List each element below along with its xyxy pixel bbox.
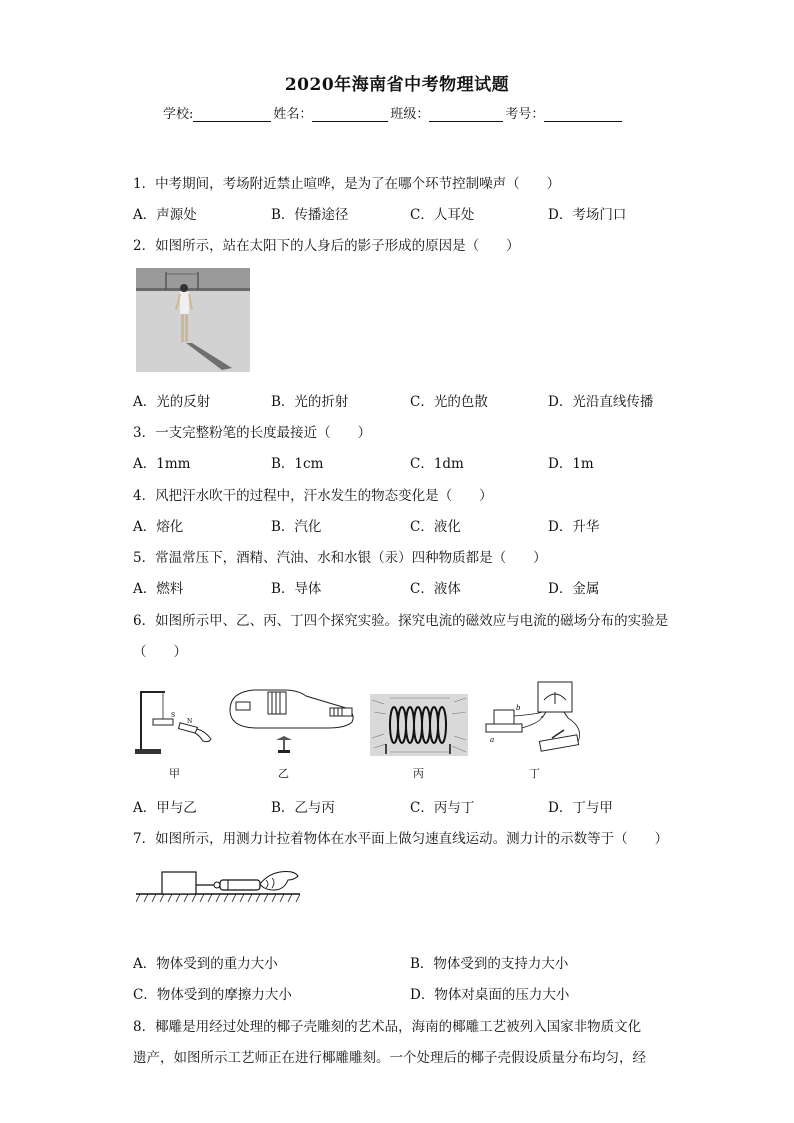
question-2-stem: 2．如图所示，站在太阳下的人身后的影子形成的原因是（ ） bbox=[133, 238, 520, 254]
option-d[interactable]: D．光沿直线传播 bbox=[548, 394, 654, 410]
solenoid-filings-image bbox=[370, 694, 468, 756]
question-8-stem: 8．椰雕是用经过处理的椰子壳雕刻的艺术品，海南的椰雕工艺被列入国家非物质文化 bbox=[133, 1019, 642, 1035]
option-d[interactable]: D．金属 bbox=[548, 581, 600, 597]
option-a[interactable]: A．物体受到的重力大小 bbox=[133, 956, 278, 972]
question-6-stem: 6．如图所示甲、乙、丙、丁四个探究实验。探究电流的磁效应与电流的磁场分布的实验是 bbox=[133, 613, 669, 629]
question-5-stem: 5．常温常压下，酒精、汽油、水和水银（汞）四种物质都是（ ） bbox=[133, 550, 547, 566]
circuit-coil-image bbox=[226, 684, 358, 760]
option-a[interactable]: A．光的反射 bbox=[133, 394, 211, 410]
spring-scale-pulling-block-image bbox=[136, 858, 300, 908]
option-a[interactable]: A．燃料 bbox=[133, 581, 184, 597]
option-b[interactable]: B．物体受到的支持力大小 bbox=[410, 956, 569, 972]
figure-label-yi: 乙 bbox=[278, 767, 289, 780]
option-b[interactable]: B．1cm bbox=[271, 456, 324, 472]
class-blank[interactable] bbox=[429, 107, 503, 122]
option-d[interactable]: D．1m bbox=[548, 456, 594, 472]
question-6-stem-cont: （ ） bbox=[133, 644, 187, 660]
question-4-stem: 4．风把汗水吹干的过程中，汗水发生的物态变化是（ ） bbox=[133, 488, 493, 504]
svg-text:a: a bbox=[490, 736, 495, 744]
option-d[interactable]: D．升华 bbox=[548, 519, 600, 535]
name-blank[interactable] bbox=[312, 107, 388, 122]
option-b[interactable]: B．传播途径 bbox=[271, 207, 349, 223]
option-c[interactable]: C．物体受到的摩擦力大小 bbox=[133, 987, 292, 1003]
svg-text:b: b bbox=[516, 704, 521, 712]
option-c[interactable]: C．1dm bbox=[410, 456, 464, 472]
option-b[interactable]: B．导体 bbox=[271, 581, 322, 597]
option-c[interactable]: C．液体 bbox=[410, 581, 461, 597]
question-8-stem-cont: 遗产，如图所示工艺师正在进行椰雕雕刻。一个处理后的椰子壳假设质量分布均匀，经 bbox=[133, 1050, 646, 1066]
option-c[interactable]: C．人耳处 bbox=[410, 207, 475, 223]
class-label: 班级： bbox=[390, 107, 430, 122]
option-a[interactable]: A．声源处 bbox=[133, 207, 197, 223]
question-7-stem: 7．如图所示，用测力计拉着物体在水平面上做匀速直线运动。测力计的示数等于（ ） bbox=[133, 831, 669, 847]
option-d[interactable]: D．物体对桌面的压力大小 bbox=[410, 987, 570, 1003]
name-label: 姓名： bbox=[273, 107, 313, 122]
school-label: 学校: bbox=[163, 107, 194, 122]
option-a[interactable]: A．1mm bbox=[133, 456, 191, 472]
svg-text:S: S bbox=[171, 712, 176, 719]
student-info-row bbox=[163, 103, 624, 122]
svg-text:N: N bbox=[187, 718, 193, 725]
option-d[interactable]: D．丁与甲 bbox=[548, 800, 613, 816]
shadow-photo-image bbox=[136, 268, 250, 372]
option-b[interactable]: B．光的折射 bbox=[271, 394, 349, 410]
option-a[interactable]: A．熔化 bbox=[133, 519, 184, 535]
option-b[interactable]: B．汽化 bbox=[271, 519, 322, 535]
option-a[interactable]: A．甲与乙 bbox=[133, 800, 197, 816]
magnet-stand-image bbox=[135, 685, 215, 757]
question-1-stem: 1．中考期间，考场附近禁止喧哗，是为了在哪个环节控制噪声（ ） bbox=[133, 176, 561, 192]
figure-label-ding: 丁 bbox=[529, 767, 540, 780]
exam-no-label: 考号： bbox=[505, 107, 545, 122]
option-b[interactable]: B．乙与丙 bbox=[271, 800, 335, 816]
option-c[interactable]: C．丙与丁 bbox=[410, 800, 475, 816]
figure-label-jia: 甲 bbox=[169, 767, 180, 780]
option-c[interactable]: C．液化 bbox=[410, 519, 461, 535]
galvanometer-image bbox=[480, 680, 590, 758]
question-3-stem: 3．一支完整粉笔的长度最接近（ ） bbox=[133, 425, 372, 441]
figure-label-bing: 丙 bbox=[413, 767, 424, 780]
page-title: 2020年海南省中考物理试题 bbox=[284, 75, 510, 95]
option-d[interactable]: D．考场门口 bbox=[548, 207, 627, 223]
option-c[interactable]: C．光的色散 bbox=[410, 394, 488, 410]
exam-no-blank[interactable] bbox=[544, 107, 622, 122]
school-blank[interactable] bbox=[193, 107, 271, 122]
